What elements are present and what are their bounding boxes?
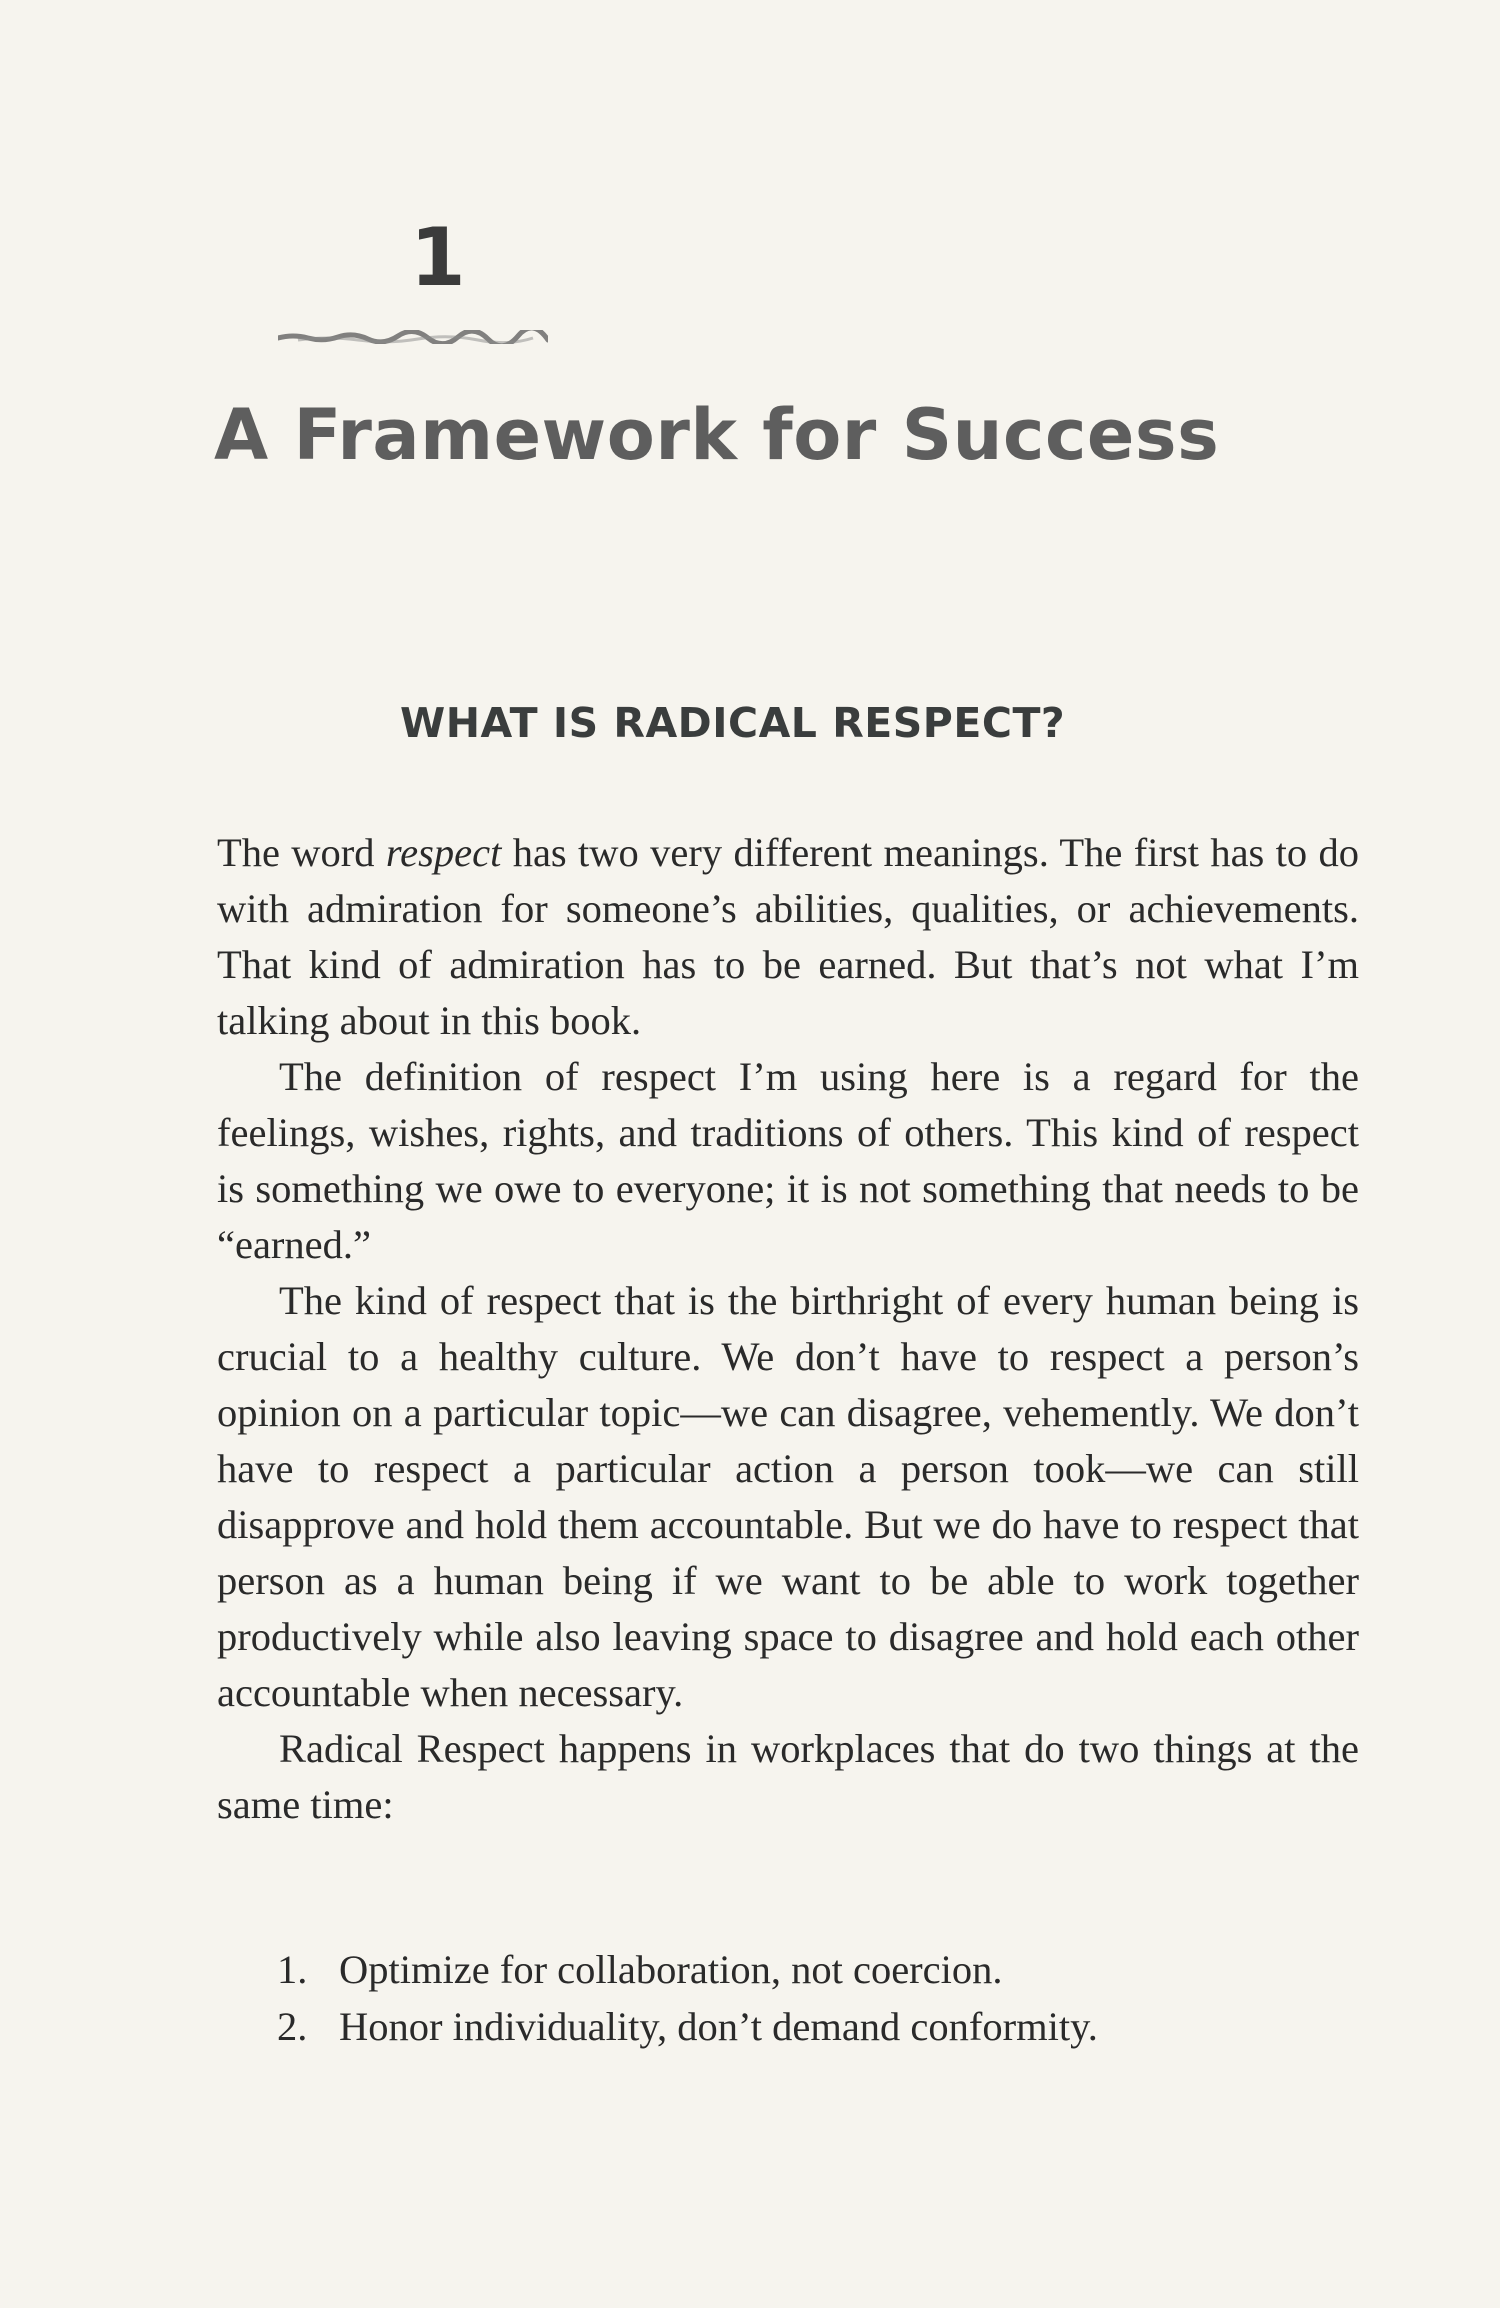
chapter-title: A Framework for Success <box>214 394 1220 476</box>
paragraph-3: The kind of respect that is the birthright of every human being is crucial to a healthy culture. We don’t have to respect a person’s opinion on a particular topic—we can disagree, vehemently. We don’t have to respect a particular action a person took—we can still disapprove and hold them accountable. But we do have to respect that person as a human being if we want to be able to work together productively while also leaving space to disagree and hold each other accountable when necessary. <box>217 1278 1359 1715</box>
section-heading: WHAT IS RADICAL RESPECT? <box>400 699 1066 747</box>
list-item <box>217 1941 1359 1998</box>
numbered-list <box>217 1941 1359 2055</box>
chapter-number: 1 <box>410 211 466 304</box>
list-item-text: Honor individuality, don’t demand conformity. <box>339 2004 1098 2049</box>
list-item-number: 1. <box>277 1947 308 1992</box>
paragraph-2: The definition of respect I’m using here is a regard for the feelings, wishes, rights, and traditions of others. This kind of respect is something we owe to everyone; it is not something that needs to be “earned.” <box>217 1054 1359 1267</box>
paragraph-1-rest: has two very different meanings. The first has to do with admiration for someone’s abilities, qualities, or achievements. That kind of admiration has to be earned. But that’s not what I’m talking about in this book. <box>217 830 1360 1043</box>
list-item-text: Optimize for collaboration, not coercion. <box>339 1947 1003 1992</box>
paragraph-1 <box>217 825 1359 1049</box>
list-item <box>217 1998 1359 2055</box>
body-text <box>217 825 1359 1833</box>
chapter-rule-decoration <box>278 330 548 344</box>
paragraph-1-start: The word <box>217 830 386 875</box>
paragraph-1-emphasis: respect <box>385 830 502 875</box>
list-item-number: 2. <box>277 2004 308 2049</box>
paragraph-4: Radical Respect happens in workplaces that do two things at the same time: <box>217 1726 1359 1827</box>
